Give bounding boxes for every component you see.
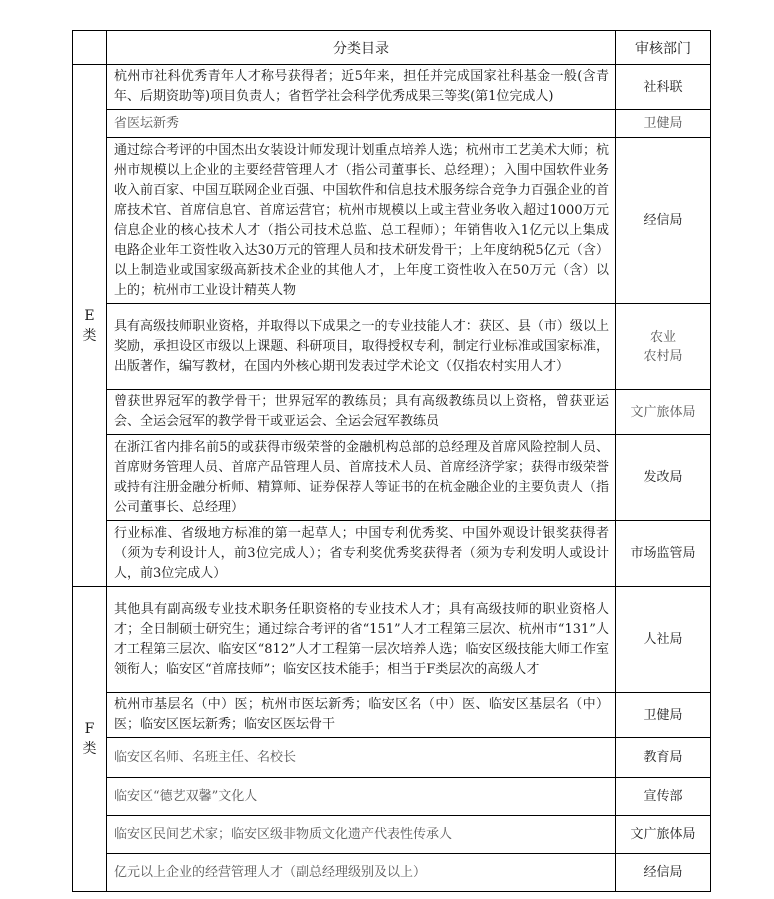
row-department: 发改局 — [616, 435, 711, 521]
row-department: 经信局 — [616, 138, 711, 304]
table-row — [73, 738, 711, 778]
header-directory: 分类目录 — [107, 31, 616, 65]
table-row — [73, 693, 711, 738]
row-department: 宣传部 — [616, 778, 711, 816]
row-text: 临安区“德艺双馨”文化人 — [107, 778, 616, 816]
header-category — [73, 31, 107, 65]
table-row — [73, 816, 711, 854]
table-row — [73, 138, 711, 304]
row-department: 教育局 — [616, 738, 711, 778]
row-department: 人社局 — [616, 587, 711, 693]
row-text: 临安区名师、名班主任、名校长 — [107, 738, 616, 778]
row-department: 卫健局 — [616, 693, 711, 738]
row-text: 亿元以上企业的经营管理人才（副总经理级别及以上） — [107, 854, 616, 892]
table-row — [73, 854, 711, 892]
table-row — [73, 587, 711, 693]
row-text: 通过综合考评的中国杰出女装设计师发现计划重点培养人选；杭州市工艺美术大师；杭州市规模以上企业的主要经营管理人才（指公司董事长、总经理）；入围中国软件业务收入前百家、中国互联网企业百强、中国软件和信息技术服务综合竞争力百强企业的首席技术官、首席信息官、首席运营官；杭州市规模以上或主营业务收入超过1000万元信息企业的核心技术人才（指公司技术总监、总工程师）；年销售收入1亿元以上集成电路企业年工资性收入达30万元的管理人员和技术研发骨干；上年度纳税5亿元（含）以上制造业或国家级高新技术企业的其他人才，上年度工资性收入在50万元（含）以上的；杭州市工业设计精英人物 — [107, 138, 616, 304]
table-row — [73, 65, 711, 110]
category-e-label: E类 — [82, 307, 97, 344]
category-f-cell — [73, 587, 107, 892]
row-text: 杭州市社科优秀青年人才称号获得者；近5年来，担任并完成国家社科基金一般(含青年、后期资助等)项目负责人；省哲学社会科学优秀成果三等奖(第1位完成人) — [107, 65, 616, 110]
row-text: 具有高级技师职业资格，并取得以下成果之一的专业技能人才：获区、县（市）级以上奖励，承担设区市级以上课题、科研项目，取得授权专利，制定行业标准或国家标准，出版著作，编写教材，在国内外核心期刊发表过学术论文（仅指农村实用人才） — [107, 304, 616, 390]
talent-classification-table — [72, 30, 711, 892]
row-department: 农业 农村局 — [616, 304, 711, 390]
row-department: 卫健局 — [616, 110, 711, 138]
row-department: 文广旅体局 — [616, 816, 711, 854]
category-e-cell — [73, 65, 107, 587]
table-row — [73, 110, 711, 138]
row-department: 经信局 — [616, 854, 711, 892]
table-row — [73, 778, 711, 816]
category-f-label: F类 — [82, 721, 97, 757]
row-department: 社科联 — [616, 65, 711, 110]
row-text: 行业标准、省级地方标准的第一起草人；中国专利优秀奖、中国外观设计银奖获得者（须为专利设计人，前3位完成人）；省专利奖优秀奖获得者（须为专利发明人或设计人，前3位完成人） — [107, 521, 616, 587]
document-page — [72, 30, 710, 892]
table-row — [73, 435, 711, 521]
row-text: 临安区民间艺术家；临安区级非物质文化遗产代表性传承人 — [107, 816, 616, 854]
row-text: 省医坛新秀 — [107, 110, 616, 138]
row-text: 曾获世界冠军的教学骨干；世界冠军的教练员；具有高级教练员以上资格，曾获亚运会、全运会冠军的教学骨干或亚运会、全运会冠军教练员 — [107, 390, 616, 435]
row-department: 市场监管局 — [616, 521, 711, 587]
table-row — [73, 304, 711, 390]
row-text: 杭州市基层名（中）医；杭州市医坛新秀；临安区名（中）医、临安区基层名（中）医；临安区医坛新秀；临安区医坛骨干 — [107, 693, 616, 738]
table-header-row — [73, 31, 711, 65]
row-text: 其他具有副高级专业技术职务任职资格的专业技术人才；具有高级技师的职业资格人才；全日制硕士研究生；通过综合考评的省“151”人才工程第三层次、杭州市“131”人才工程第三层次、临安区“812”人才工程第一层次培养人选；临安区级技能大师工作室领衔人；临安区“首席技师”；临安区技术能手；相当于F类层次的高级人才 — [107, 587, 616, 693]
table-row — [73, 521, 711, 587]
row-department: 文广旅体局 — [616, 390, 711, 435]
row-text: 在浙江省内排名前5的或获得市级荣誉的金融机构总部的总经理及首席风险控制人员、首席财务管理人员、首席产品管理人员、首席技术人员、首席经济学家；获得市级荣誉或持有注册金融分析师、精算师、证券保荐人等证书的在杭金融企业的主要负责人（指公司董事长、总经理） — [107, 435, 616, 521]
table-row — [73, 390, 711, 435]
header-department: 审核部门 — [616, 31, 711, 65]
